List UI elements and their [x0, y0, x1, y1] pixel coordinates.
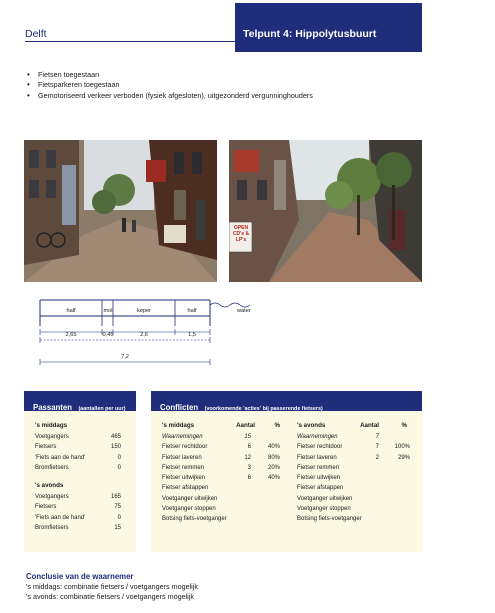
row-name: Voetganger stoppen [297, 506, 351, 513]
row-name: Fietsers [35, 444, 57, 451]
table-row [35, 432, 121, 442]
table-row [162, 432, 280, 442]
table-row [35, 453, 121, 463]
row-aantal: 7 [375, 444, 379, 451]
period-label: 's middags [162, 422, 195, 429]
row-name: Voetgangers [35, 434, 69, 440]
row-name: Waarnemingen [162, 434, 203, 440]
table-row [297, 514, 410, 524]
row-value: 0 [117, 514, 121, 521]
table-row [297, 442, 410, 452]
panel-title: Passanten [33, 403, 73, 412]
row-name: Fietser rechtdoor [297, 444, 343, 451]
table-row [297, 463, 410, 473]
row-name: Voetganger uitwijken [297, 495, 353, 502]
table-row [35, 523, 121, 533]
row-name: Voetganger stoppen [162, 506, 216, 513]
cross-section-diagram [25, 296, 275, 366]
row-aantal: 6 [247, 444, 251, 451]
row-name: Fietser rechtdoor [162, 444, 208, 451]
row-name: 'Fiets aan de hand' [35, 454, 86, 461]
list-item: • Fietsen toegestaan [26, 70, 466, 80]
row-name: Voetgangers [35, 494, 69, 500]
conclusion-line: 's avonds: combinatie fietsers / voetgangers mogelijk [26, 592, 194, 601]
row-pct: 100% [394, 444, 410, 451]
conclusion-title: Conclusie van de waarnemer [26, 572, 134, 581]
width-label: 0,45 [102, 332, 114, 338]
row-value: 75 [114, 504, 121, 511]
row-name: Bromfietsers [35, 524, 69, 531]
column-aantal: Aantal [236, 422, 255, 429]
conclusion-line: 's middags: combinatie fietsers / voetgangers mogelijk [26, 582, 198, 591]
table-row [35, 513, 121, 523]
table-row [35, 463, 121, 473]
list-item: • Fietsparkeren toegestaan [26, 80, 466, 90]
row-name: Bromfietsers [35, 464, 69, 471]
table-row [297, 504, 410, 514]
table-row [35, 442, 121, 452]
panel-title: Conflicten [160, 403, 199, 412]
city-label: Delft [25, 28, 47, 40]
table-row [35, 502, 121, 512]
table-row [162, 514, 280, 524]
table-row [297, 432, 410, 442]
period-label: 's avonds [297, 422, 326, 429]
conflicten-panel [151, 391, 422, 552]
row-name: Voetganger uitwijken [162, 495, 218, 502]
column-pct: % [274, 422, 280, 429]
zone-label: keper [137, 308, 151, 314]
row-name: Fietser afstappen [162, 485, 209, 492]
row-pct: 29% [397, 454, 410, 461]
period-label: 's middags [35, 422, 68, 429]
table-row [162, 494, 280, 504]
row-value: 165 [110, 494, 121, 500]
passanten-middag [35, 420, 121, 473]
row-name: 'Fiets aan de hand' [35, 514, 86, 521]
row-name: Fietser laveren [297, 454, 337, 461]
header-title-box [235, 3, 422, 52]
list-item: • Gemotoriseerd verkeer verboden (fysiek afgesloten), uitgezonderd vergunninghouders [26, 91, 466, 101]
row-pct: 80% [267, 454, 280, 461]
row-aantal: 2 [375, 454, 379, 461]
row-name: Fietser afstappen [297, 485, 344, 492]
row-name: Botsing fiets-voetganger [297, 516, 362, 523]
row-aantal: 3 [247, 464, 251, 471]
panel-subtitle: (voorkomende 'acties' bij passerende fietsers) [204, 406, 323, 412]
column-header-row [297, 420, 410, 432]
table-row [297, 453, 410, 463]
width-label: 2,6 [140, 332, 148, 338]
row-name: Fietser remmen [297, 464, 340, 471]
header-rule [25, 41, 235, 42]
row-name: Fietsers [35, 504, 57, 511]
table-row [297, 483, 410, 493]
row-aantal: 6 [247, 475, 251, 482]
row-value: 15 [114, 524, 121, 531]
row-pct: 40% [267, 444, 280, 451]
row-pct: 40% [267, 475, 280, 482]
column-pct: % [401, 422, 407, 429]
passanten-panel [24, 391, 136, 552]
row-name: Waarnemingen [297, 434, 338, 440]
panel-header [24, 391, 136, 411]
shop-sign: OPEN CD's & LP's [232, 225, 250, 243]
zone-label: half [187, 308, 197, 314]
water-label: water [237, 308, 251, 314]
total-width-label: 7,2 [121, 354, 129, 360]
conflicten-avond [297, 420, 410, 525]
zone-label: mol [103, 308, 113, 314]
row-value: 150 [110, 444, 121, 451]
table-row [162, 463, 280, 473]
rules-list [26, 70, 466, 101]
row-name: Fietser uitwijken [297, 475, 341, 482]
panel-header [151, 391, 422, 411]
row-value: 465 [110, 434, 121, 440]
passanten-avond [35, 480, 121, 533]
row-aantal: 7 [375, 434, 379, 440]
row-value: 0 [117, 454, 121, 461]
table-row [35, 492, 121, 502]
width-label: 2,65 [65, 332, 77, 338]
conclusion-section [26, 571, 426, 602]
zone-label: half [66, 308, 76, 314]
column-header-row [162, 420, 280, 432]
row-pct: 20% [267, 464, 280, 471]
row-name: Fietser uitwijken [162, 475, 206, 482]
row-aantal: 12 [244, 454, 251, 461]
period-label: 's avonds [35, 482, 64, 489]
table-row [162, 504, 280, 514]
table-row [162, 483, 280, 493]
row-name: Fietser remmen [162, 464, 205, 471]
table-row [297, 473, 410, 483]
table-row [297, 494, 410, 504]
page-title: Telpunt 4: Hippolytusbuurt [243, 28, 377, 40]
street-photo-right [229, 140, 422, 282]
panel-subtitle: (aantallen per uur) [78, 406, 126, 412]
table-row [162, 473, 280, 483]
row-name: Botsing fiets-voetganger [162, 516, 227, 523]
row-value: 0 [117, 464, 121, 471]
column-aantal: Aantal [360, 422, 379, 429]
row-aantal: 15 [244, 434, 251, 440]
row-name: Fietser laveren [162, 454, 202, 461]
width-label: 1,5 [188, 332, 196, 338]
conflicten-middag [162, 420, 280, 525]
table-row [162, 442, 280, 452]
street-photo-left [24, 140, 217, 282]
table-row [162, 453, 280, 463]
